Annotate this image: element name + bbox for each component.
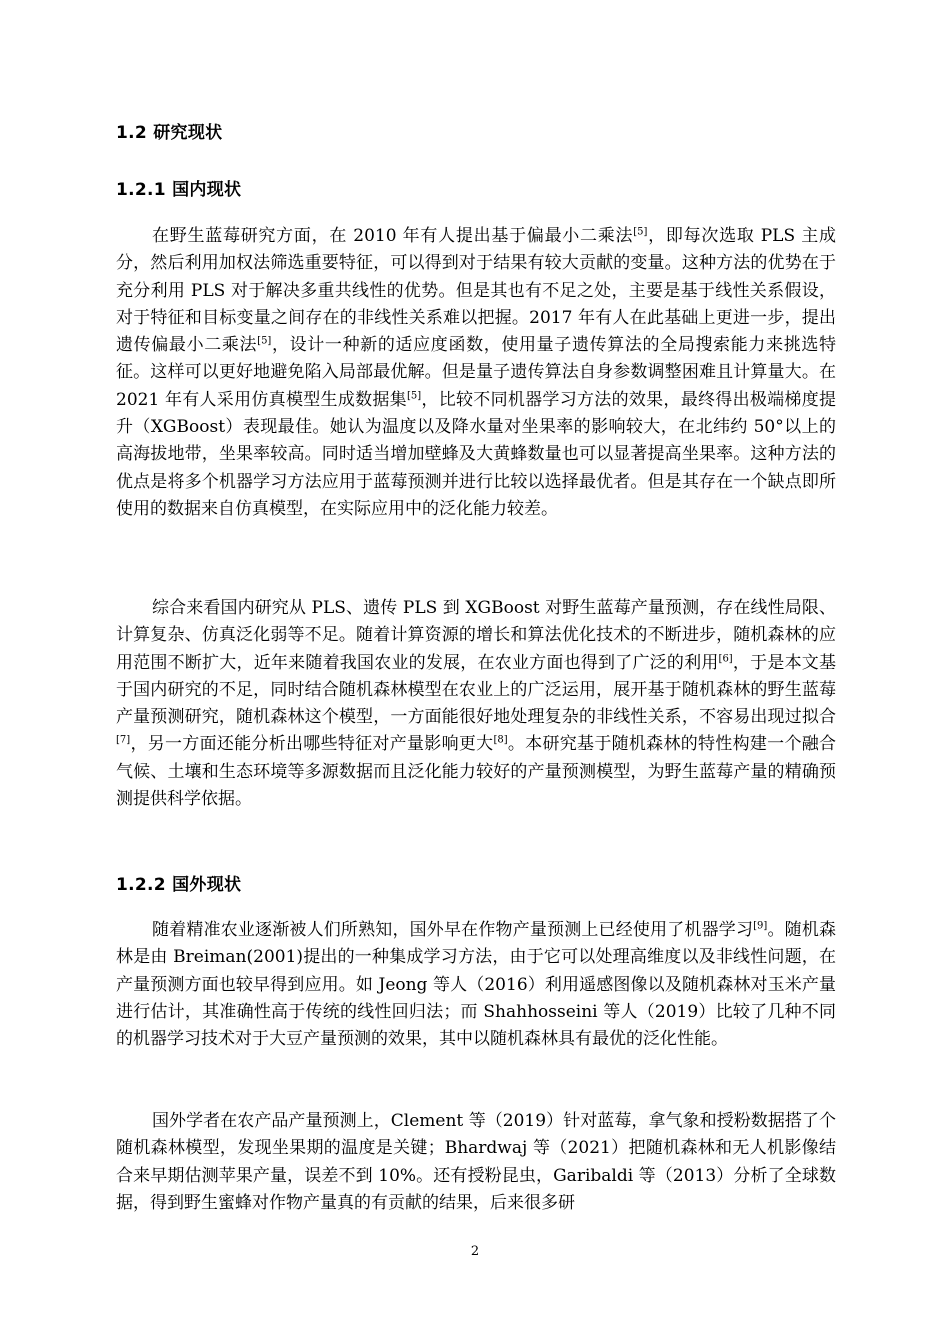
text-run: 。本研究基于随机森林的特性构建一个融合气候、土壤和生态环境等多源数据而且泛化能力较好的产量预测模型，为野生蓝莓产量的精确预测提供科学依据。: [116, 734, 837, 810]
text-run: ，比较不同机器学习方法的效果，最终得出极端梯度提升（XGBoost）表现最佳。她认为温度以及降水量对坐果率的影响较大，在北纬约 50°以上的高海拔地带，坐果率较高。同时适当增加壁蜂及大黄蜂数量也可以显著提高坐果率。这种方法的优点是将多个机器学习方法应用于蓝莓预测并进行比较以选择最优者。但是其存在一个缺点即所使用的数据来自仿真模型，在实际应用中的泛化能力较差。: [116, 389, 837, 519]
text-run: 随着精准农业逐渐被人们所熟知，国外早在作物产量预测上已经使用了机器学习: [152, 920, 754, 940]
citation-ref: [7]: [116, 734, 131, 746]
citation-ref: [5]: [257, 335, 272, 347]
text-run: 在野生蓝莓研究方面，在 2010 年有人提出基于偏最小二乘法: [152, 226, 634, 246]
citation-ref: [8]: [493, 734, 508, 746]
citation-ref: [5]: [633, 226, 648, 238]
subsection-heading-domestic: 1.2.1 国内现状: [116, 180, 242, 200]
citation-ref: [9]: [753, 920, 768, 932]
text-run: ，于是本文基于国内研究的不足，同时结合随机森林模型在农业上的广泛运用，展开基于随机森林的野生蓝莓产量预测研究，随机森林这个模型，一方面能很好地处理复杂的非线性关系，不容易出现过拟合: [116, 652, 837, 728]
section-heading: 1.2 研究现状: [116, 123, 223, 143]
citation-ref: [5]: [406, 390, 422, 402]
citation-ref: [6]: [718, 652, 733, 664]
paragraph-domestic-2: [116, 595, 836, 813]
subsection-heading-foreign: 1.2.2 国外现状: [116, 875, 242, 895]
paragraph-domestic-1: [116, 223, 836, 523]
text-run: ，即每次选取 PLS 主成分，然后利用加权法筛选重要特征，可以得到对于结果有较大贡献的变量。这种方法的优势在于充分利用 PLS 对于解决多重共线性的优势。但是其也有不足之处，主要是基于线性关系假设，对于特征和目标变量之间存在的非线性关系难以把握。2017 年有人在此基础上更进一步，提出遗传偏最小二乘法: [116, 226, 836, 356]
paragraph-foreign-1: [116, 917, 836, 1053]
text-run: 国外学者在农产品产量预测上，Clement 等（2019）针对蓝莓，拿气象和授粉数据搭了个随机森林模型，发现坐果期的温度是关键；Bhardwaj 等（2021）把随机森林和无人机影像结合来早期估测苹果产量，误差不到 10%。还有授粉昆虫，Garibaldi 等（2013）分析了全球数据，得到野生蜜蜂对作物产量真的有贡献的结果，后来很多研: [116, 1111, 836, 1213]
paragraph-foreign-2: [116, 1108, 836, 1217]
text-run: 综合来看国内研究从 PLS、遗传 PLS 到 XGBoost 对野生蓝莓产量预测，存在线性局限、计算复杂、仿真泛化弱等不足。随着计算资源的增长和算法优化技术的不断进步，随机森林的应用范围不断扩大，近年来随着我国农业的发展，在农业方面也得到了广泛的利用: [116, 598, 836, 673]
page-number: 2: [470, 1244, 480, 1259]
text-run: ，另一方面还能分析出哪些特征对产量影响更大: [130, 734, 494, 755]
text-run: ，设计一种新的适应度函数，使用量子遗传算法的全局搜索能力来挑选特征。这样可以更好地避免陷入局部最优解。但是量子遗传算法自身参数调整困难且计算量大。在 2021 年有人采用仿真模型生成数据集: [116, 335, 837, 410]
text-run: 。随机森林是由 Breiman(2001)提出的一种集成学习方法，由于它可以处理高维度以及非线性问题，在产量预测方面也较早得到应用。如 Jeong 等人（2016）利用遥感图像以及随机森林对玉米产量进行估计，其准确性高于传统的线性回归法；而 Shahhosseini 等人（2019）比较了几种不同的机器学习技术对于大豆产量预测的效果，其中以随机森林具有最优的泛化性能。: [116, 920, 837, 1050]
